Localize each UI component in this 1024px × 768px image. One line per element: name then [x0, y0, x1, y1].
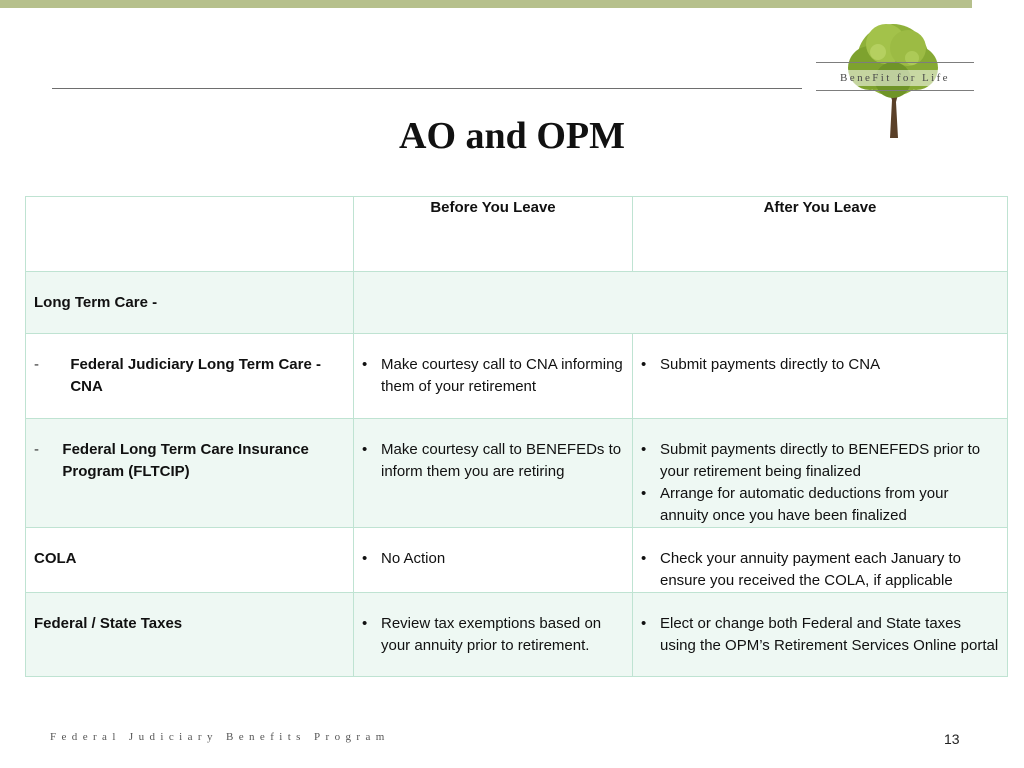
row-dash: -: [34, 356, 39, 373]
logo-rule-top: [816, 62, 974, 63]
top-accent-bar: [0, 0, 972, 8]
list-item: [639, 613, 999, 657]
row-label: COLA: [34, 550, 77, 567]
before-cell: [354, 593, 633, 677]
row-label: Federal Judiciary Long Term Care - CNA: [70, 356, 321, 395]
row-label: Federal Long Term Care Insurance Program (FLTCIP): [62, 441, 309, 480]
page-number: 13: [944, 731, 960, 747]
bullet: •: [362, 356, 368, 373]
list-item: [639, 483, 999, 527]
bullet: •: [641, 356, 647, 373]
row-label-cell: [26, 334, 354, 419]
before-cell: [354, 528, 633, 593]
footer-program-name: Federal Judiciary Benefits Program: [50, 731, 390, 743]
list-item: [639, 354, 999, 376]
list-item-text: Submit payments directly to BENEFEDS prior to your retirement being finalized: [660, 441, 981, 480]
list-item: [639, 548, 999, 592]
section-row-long-term-care: [26, 272, 1008, 334]
table-row: [26, 593, 1008, 677]
list-item: [360, 354, 624, 398]
before-cell: [354, 419, 633, 528]
header-empty: [26, 197, 354, 272]
list-item-text: No Action: [381, 550, 446, 567]
list-item-text: Arrange for automatic deductions from your annuity once you have been finalized: [660, 485, 949, 524]
row-label-cell: [26, 419, 354, 528]
after-cell: [633, 419, 1008, 528]
bullet: •: [641, 615, 647, 632]
title-rule: [52, 88, 802, 89]
row-label: Federal / State Taxes: [34, 615, 183, 632]
bullet: •: [641, 550, 647, 567]
section-empty-cell: [354, 272, 1008, 334]
row-label-cell: [26, 593, 354, 677]
list-item-text: Check your annuity payment each January to ensure you received the COLA, if applicable: [660, 550, 962, 589]
after-cell: [633, 334, 1008, 419]
table-row: [26, 419, 1008, 528]
table-row: [26, 334, 1008, 419]
table-row: [26, 528, 1008, 593]
list-item: [360, 613, 624, 657]
after-cell: [633, 528, 1008, 593]
row-label-cell: [26, 528, 354, 593]
header-before-you-leave: Before You Leave: [354, 197, 633, 272]
bullet: •: [641, 441, 647, 458]
list-item-text: Elect or change both Federal and State taxes using the OPM’s Retirement Services Online portal: [660, 615, 999, 654]
header-after-you-leave: After You Leave: [633, 197, 1008, 272]
list-item-text: Review tax exemptions based on your annuity prior to retirement.: [381, 615, 602, 654]
list-item: [360, 439, 624, 483]
before-cell: [354, 334, 633, 419]
list-item-text: Submit payments directly to CNA: [660, 356, 881, 373]
bullet: •: [362, 550, 368, 567]
logo-rule-bottom: [816, 90, 974, 91]
after-cell: [633, 593, 1008, 677]
header-row: [26, 197, 1008, 272]
row-dash: -: [34, 441, 39, 458]
list-item: [360, 548, 624, 570]
list-item-text: Make courtesy call to CNA informing them of your retirement: [381, 356, 623, 395]
list-item: [639, 439, 999, 483]
bullet: •: [362, 615, 368, 632]
page-title: AO and OPM: [399, 115, 625, 157]
section-label: Long Term Care -: [26, 272, 354, 334]
logo-text: BeneFit for Life: [816, 70, 974, 86]
comparison-table: [25, 196, 1008, 677]
bullet: •: [641, 485, 647, 502]
list-item-text: Make courtesy call to BENEFEDs to inform them you are retiring: [381, 441, 622, 480]
logo-band: [816, 62, 974, 109]
bullet: •: [362, 441, 368, 458]
